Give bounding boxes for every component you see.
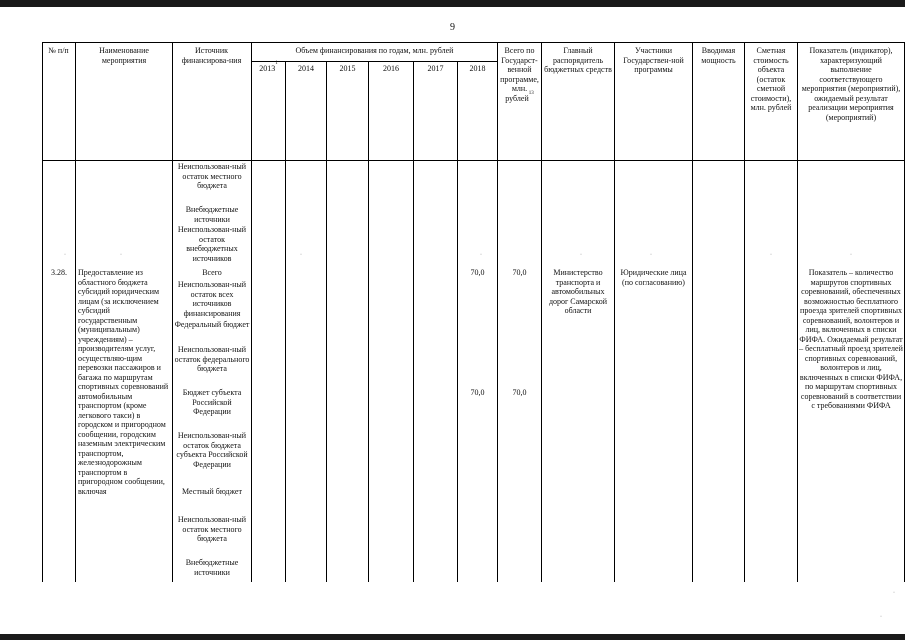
header-capacity: Вводимая мощность (701, 46, 736, 65)
source-total: Всего (202, 268, 222, 277)
source-federal: Федеральный бюджет (174, 320, 250, 329)
header-total: Всего по Государст-венной программе, млн. рублей$^{13}$ (500, 46, 539, 103)
cont-source-local-remainder: Неиспользован-ный остаток местного бюджета (177, 162, 247, 190)
header-year-2014: 2014 (298, 64, 314, 73)
total-region-value: 70,0 (512, 388, 527, 397)
row-name: Предоставление из областного бюджета субсидий юридическим лицам (за исключением субсидий государственным (муниципальным) учреждениям) – производителям услуг, осуществляю-щим перевозки пассажиров и багажа по маршрутам спортивных соревнований автомобильным транспортом (кроме легкового такси) в городском и пригородном сообщении, городским наземным электрическим транспортом, железнодорожным транспортом в пригородном сообщении, включая (78, 268, 169, 496)
cont-source-extrabudget: Внебюджетные источники (185, 205, 239, 224)
header-manager: Главный распорядитель бюджетных средств (544, 46, 612, 74)
header-year-2015: 2015 (339, 64, 356, 73)
cont-source-extrabudget-remainder: Неиспользован-ный остаток внебюджетных источников (177, 225, 247, 263)
row-indicator: Показатель – количество маршрутов спортивных соревнований, обеспеченных возможностью бесплатного проезда зрителей спортивных соревнований, волонтеров и лиц, включенных в списки ФИФА. Ожидаемый результат – бесплатный проезд зрителей спортивных соревнований, волонтеров и лиц, включенных в списки ФИФА, по маршрутам спортивных соревнований в соответствии с требованиями ФИФА (799, 268, 903, 410)
source-local: Местный бюджет (182, 487, 242, 496)
source-all-remainder: Неиспользован-ный остаток всех источников финансирования (177, 280, 247, 318)
grand-total-value: 70,0 (512, 268, 527, 277)
header-year-2016: 2016 (383, 64, 399, 73)
header-estimate: Сметная стоимость объекта (остаток сметной стоимости), млн. рублей (750, 46, 792, 112)
header-year-2013: 2013$^1$ (259, 61, 278, 73)
source-extrabudget: Внебюджетные источники (185, 558, 239, 577)
source-federal-remainder: Неиспользован-ный остаток федерального бюджета (174, 345, 250, 373)
y2018-region-value: 70,0 (470, 388, 485, 397)
header-year-2018: 2018 (469, 64, 486, 73)
source-local-remainder: Неиспользован-ный остаток местного бюджета (177, 515, 247, 543)
header-source: Источник финансирова-ния (181, 46, 242, 65)
row-participants: Юридические лица (по согласованию) (620, 268, 687, 287)
source-region-remainder: Неиспользован-ный остаток бюджета субъекта Российской Федерации (176, 431, 248, 469)
header-indicator: Показатель (индикатор), характеризующий выполнение соответствующего мероприятия (мероприятий), ожидаемый результат реализации мероприятия (мероприятий) (801, 46, 901, 122)
row-num: 3.28. (51, 268, 67, 277)
scan-bottom-border (0, 634, 905, 640)
y2018-total-value: 70,0 (470, 268, 485, 277)
page-number: 9 (450, 22, 455, 33)
header-name: Наименование мероприятия (99, 46, 149, 65)
scan-top-border (0, 0, 905, 7)
header-participants: Участники Государствен-ной программы (623, 46, 684, 74)
row-manager: Министерство транспорта и автомобильных дорог Самарской области (548, 268, 608, 315)
header-num: № п/п (48, 46, 69, 55)
source-region: Бюджет субъекта Российской Федерации (182, 388, 242, 416)
header-year-2017: 2017 (427, 64, 444, 73)
header-financing: Объем финансирования по годам, млн. рублей (295, 46, 454, 55)
